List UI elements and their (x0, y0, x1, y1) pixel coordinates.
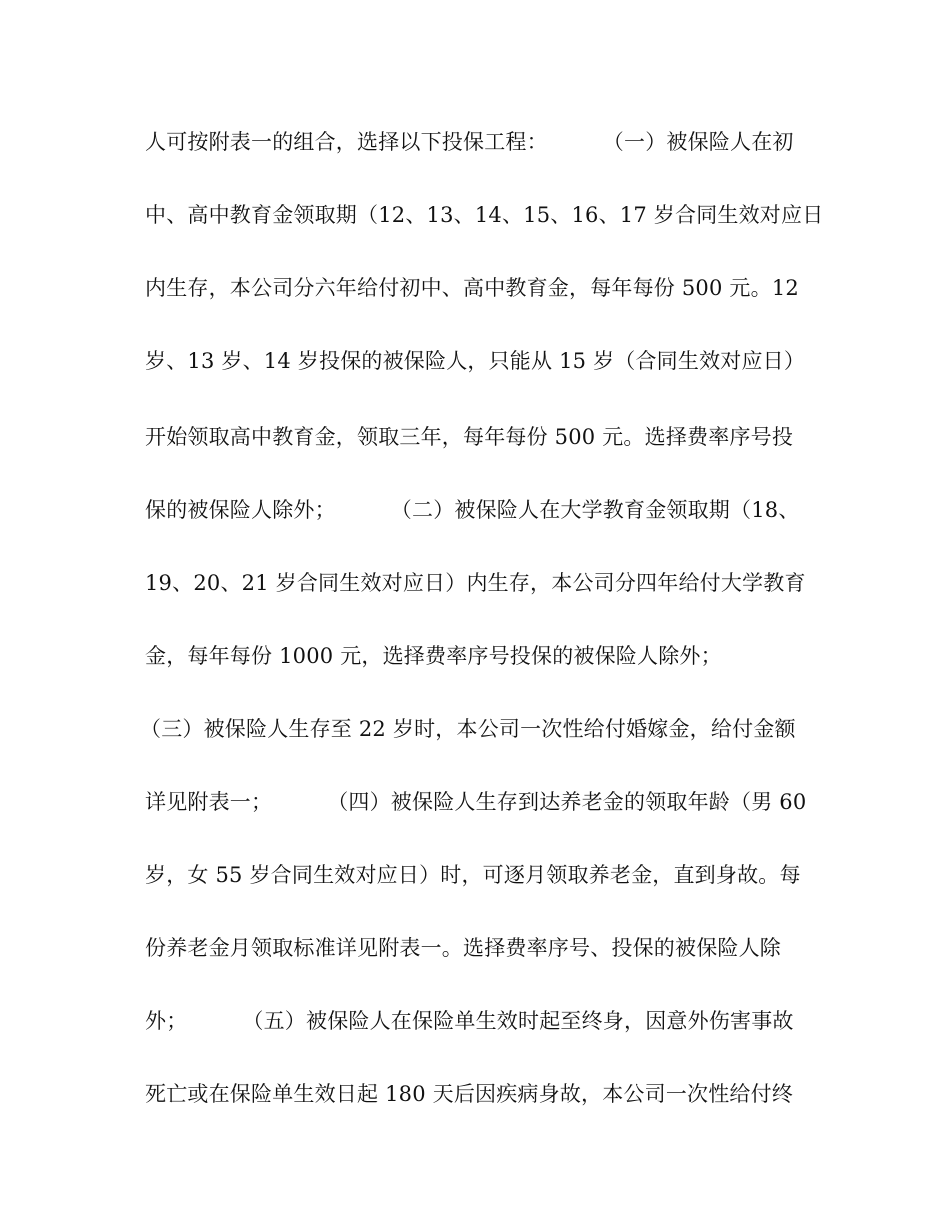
text-line: 份养老金月领取标准详见附表一。选择费率序号、投保的被保险人除 (145, 936, 781, 960)
text-line: 内生存，本公司分六年给付初中、高中教育金，每年每份 500 元。12 (145, 276, 799, 300)
text-line: 中、高中教育金领取期（12、13、14、15、16、17 岁合同生效对应日 (145, 203, 824, 227)
text-line: 岁、13 岁、14 岁投保的被保险人，只能从 15 岁（合同生效对应日） (145, 349, 806, 373)
text-line: 开始领取高中教育金，领取三年，每年每份 500 元。选择费率序号投 (145, 425, 794, 449)
text-line: 详见附表一； （四）被保险人生存到达养老金的领取年龄（男 60 (145, 790, 807, 814)
text-line: 金，每年每份 1000 元，选择费率序号投保的被保险人除外； (145, 644, 722, 668)
text-line: （三）被保险人生存至 22 岁时，本公司一次性给付婚嫁金，给付金额 (140, 717, 796, 741)
text-line: 岁，女 55 岁合同生效对应日）时，可逐月领取养老金，直到身故。每 (145, 863, 801, 887)
text-line: 保的被保险人除外； （二）被保险人在大学教育金领取期（18、 (145, 498, 800, 522)
text-line: 19、20、21 岁合同生效对应日）内生存，本公司分四年给付大学教育 (145, 571, 806, 595)
text-line: 死亡或在保险单生效日起 180 天后因疾病身故，本公司一次性给付终 (145, 1082, 794, 1106)
text-line: 外； （五）被保险人在保险单生效时起至终身，因意外伤害事故 (145, 1009, 794, 1033)
text-line: 人可按附表一的组合，选择以下投保工程： （一）被保险人在初 (145, 130, 794, 154)
